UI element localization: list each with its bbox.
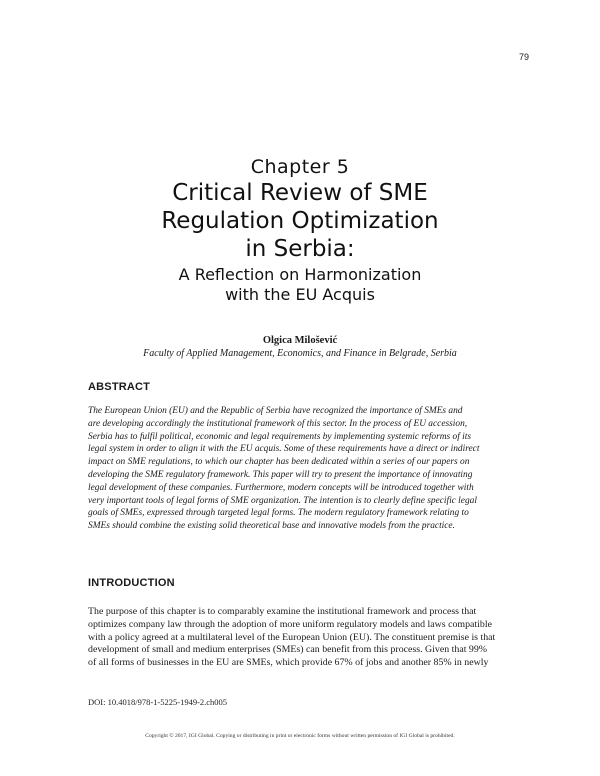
- chapter-subtitle-line: with the EU Acquis: [225, 285, 375, 304]
- abstract-line: SMEs should combine the existing solid theoretical base and innovative models from the practice.: [88, 521, 455, 532]
- abstract-body: [88, 405, 513, 533]
- page-number: 79: [518, 52, 529, 62]
- chapter-title: [0, 179, 600, 263]
- abstract-line: very important tools of legal forms of SME organization. The intention is to clearly define specific legal: [88, 495, 477, 506]
- doi-line: DOI: 10.4018/978-1-5225-1949-2.ch005: [88, 697, 228, 707]
- introduction-heading: INTRODUCTION: [88, 577, 175, 589]
- chapter-subtitle-line: A Reflection on Harmonization: [178, 265, 422, 284]
- copyright-notice: Copyright © 2017, IGI Global. Copying or distributing in print or electronic forms without written permission of IGI Global is prohibited.: [145, 733, 455, 739]
- introduction-line: optimizes company law through the adoption of more uniform regulatory models and laws compatible: [88, 618, 492, 630]
- abstract-line: The European Union (EU) and the Republic of Serbia have recognized the importance of SMEs and: [88, 406, 463, 416]
- introduction-line: of all forms of businesses in the EU are SMEs, which provide 67% of jobs and another 85% in newly: [88, 657, 489, 669]
- introduction-line: The purpose of this chapter is to comparably examine the institutional framework and process that: [88, 606, 477, 617]
- abstract-heading: ABSTRACT: [88, 381, 151, 393]
- introduction-line: development of small and medium enterprises (SMEs) can benefit from this process. Given that 99%: [88, 644, 488, 656]
- author-affiliation: Faculty of Applied Management, Economics, and Finance in Belgrade, Serbia: [143, 348, 457, 359]
- introduction-body: [88, 606, 513, 670]
- author-name: Olgica Milošević: [262, 335, 338, 346]
- chapter-title-line: in Serbia:: [245, 236, 355, 262]
- abstract-line: goals of SMEs, expressed through targeted legal forms. The modern regulatory framework relating to: [88, 508, 469, 519]
- introduction-line: with a policy agreed at a multilateral level of the European Union (EU). The constituent premise is that: [88, 631, 496, 643]
- abstract-line: are developing accordingly the institutional framework of this sector. In the process of EU accession,: [88, 418, 468, 429]
- abstract-line: Serbia has to fulfil political, economic and legal requirements by implementing systemic reforms of its: [88, 431, 472, 442]
- chapter-label: Chapter 5: [250, 156, 350, 178]
- chapter-title-line: Critical Review of SME: [172, 180, 428, 206]
- chapter-title-line: Regulation Optimization: [161, 208, 439, 234]
- abstract-line: impact on SME regulations, to which our chapter has been dedicated within a series of our papers on: [88, 457, 470, 468]
- abstract-line: developing the SME regulatory framework. This paper will try to present the importance of innovating: [88, 469, 473, 480]
- abstract-line: legal development of these companies. Furthermore, modern concepts will be introduced together with: [88, 482, 474, 493]
- abstract-line: legal system in order to align it with the EU acquis. Some of these requirements have a direct or indirect: [88, 444, 480, 455]
- chapter-subtitle: [0, 265, 600, 305]
